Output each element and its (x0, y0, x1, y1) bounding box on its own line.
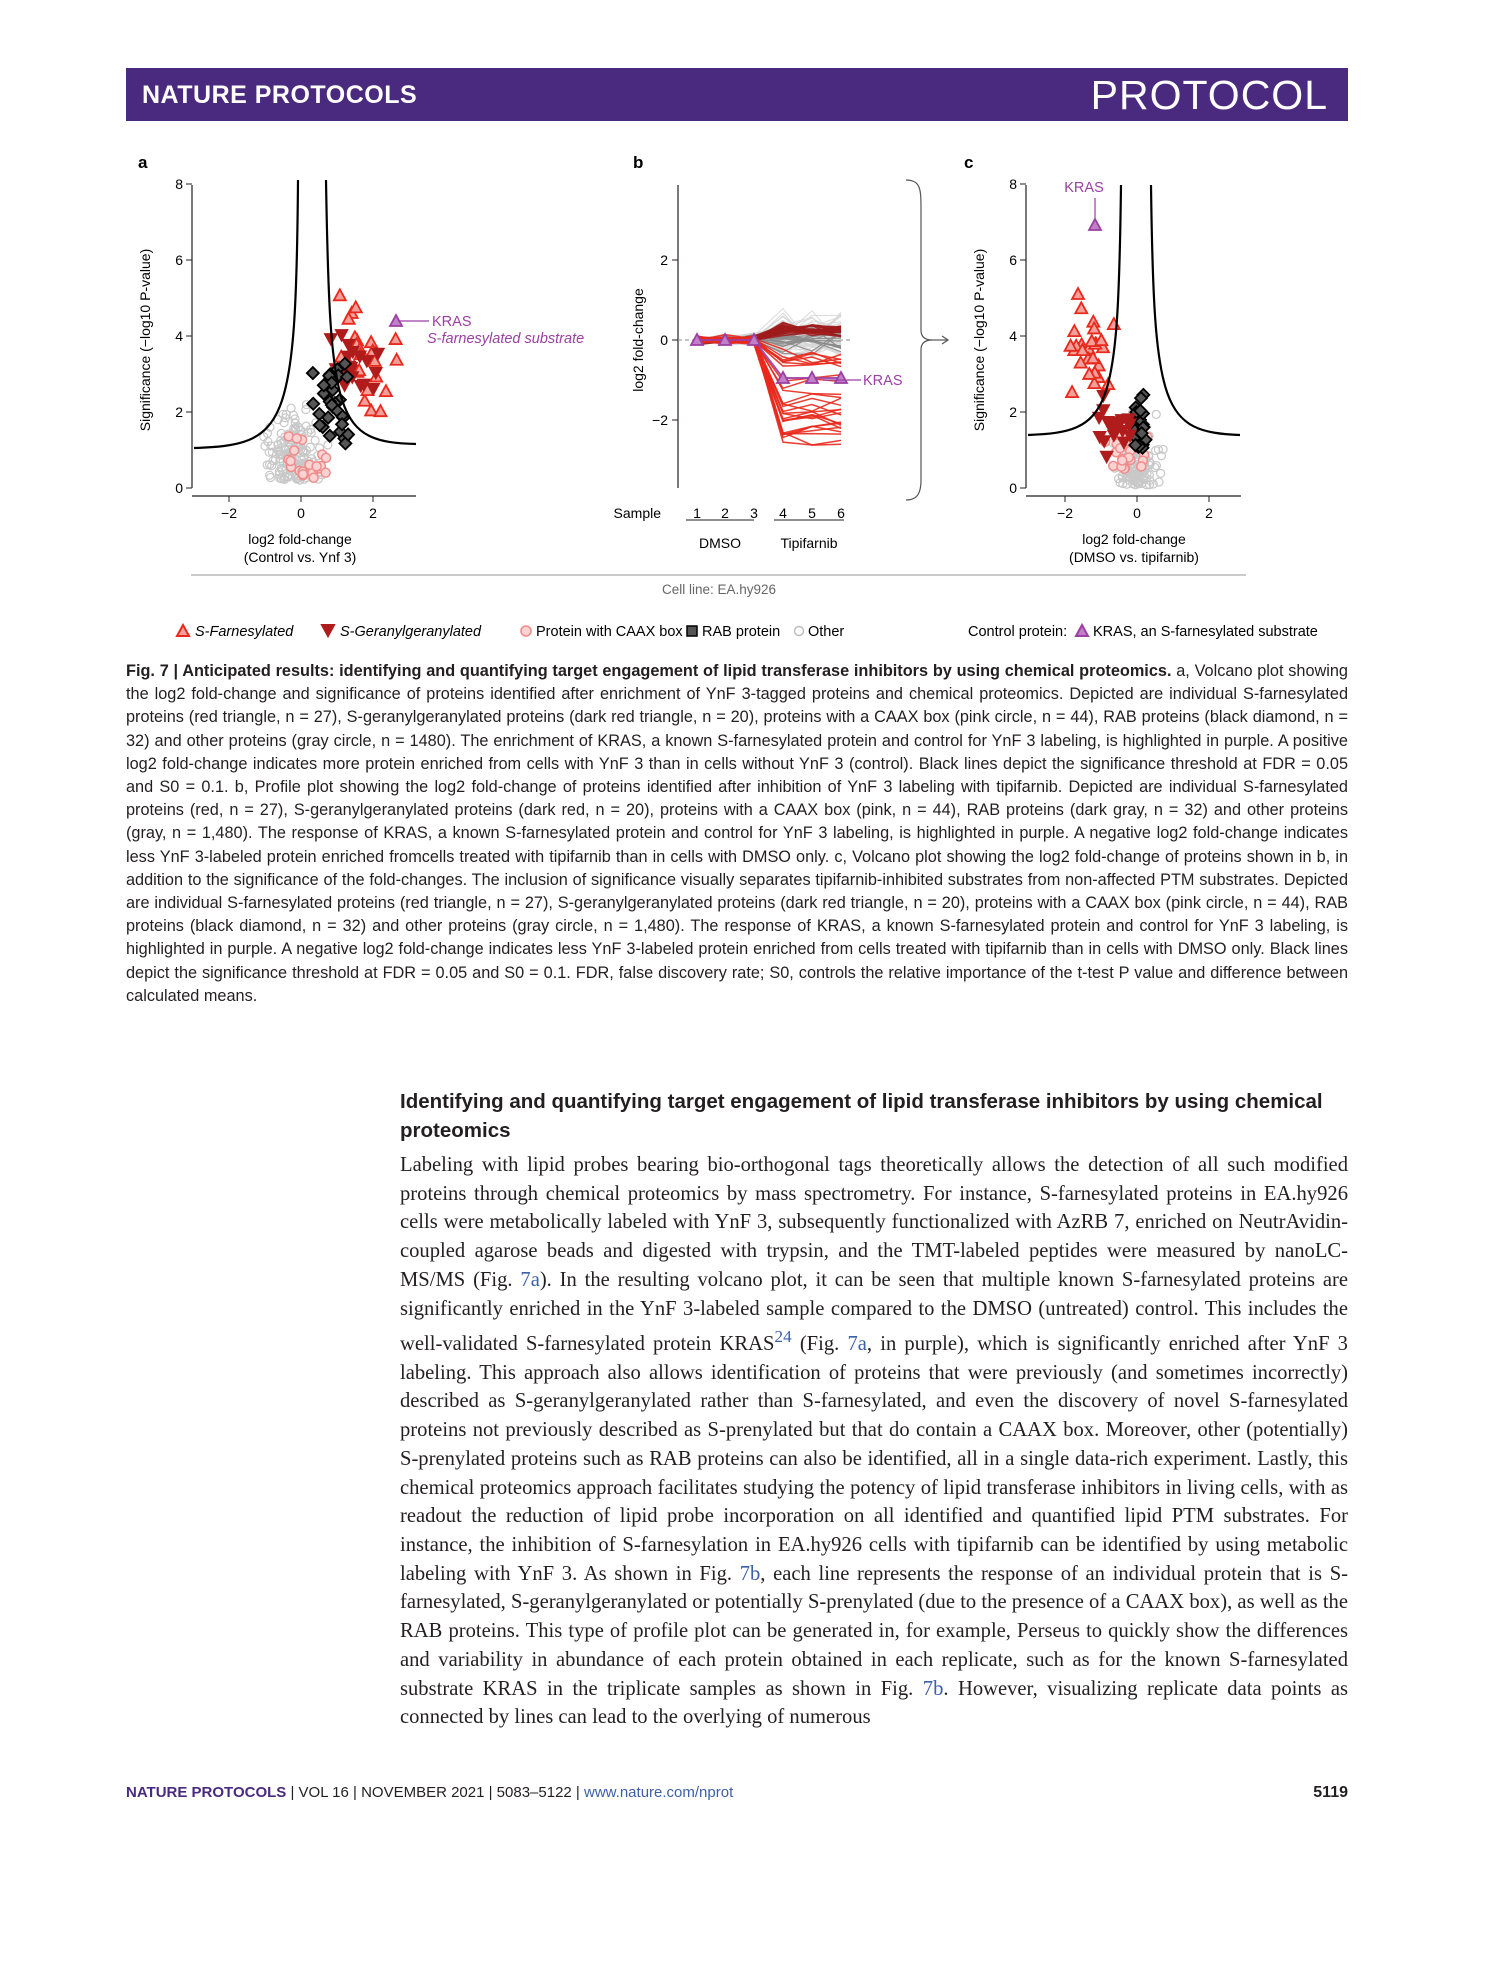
point-other (311, 436, 319, 444)
panel-b-ylabel: log2 fold-change (630, 288, 646, 392)
sample-tick-label: 5 (808, 505, 816, 521)
figure-7 (126, 150, 1348, 650)
point-caax (1118, 456, 1127, 465)
b-ytick-label: −2 (652, 412, 668, 428)
point-caax (309, 473, 318, 482)
sample-tick-label: 6 (837, 505, 845, 521)
a-ytick-label: 6 (175, 252, 183, 268)
fig-ref-7a-2[interactable]: 7a (847, 1333, 867, 1356)
a-ytick-label: 8 (175, 176, 183, 192)
point-rab (307, 367, 319, 379)
footer-journal: NATURE PROTOCOLS (126, 1784, 287, 1801)
citation-24[interactable]: 24 (774, 1327, 792, 1347)
footer-url[interactable]: www.nature.com/nprot (584, 1784, 734, 1801)
point-other (1152, 410, 1160, 418)
figure-caption (126, 660, 1348, 1008)
point-other (1154, 446, 1162, 454)
panel-a-xlabel2: (Control vs. Ynf 3) (243, 549, 357, 565)
panel-c (964, 153, 1241, 565)
point-farnesylated (1068, 325, 1080, 336)
page-header (126, 68, 1348, 121)
point-farnesylated (365, 336, 377, 347)
panel-c-label: c (964, 153, 974, 172)
panel-c-xlabel: log2 fold-change (1082, 531, 1186, 547)
point-farnesylated (1066, 386, 1078, 397)
section-label: PROTOCOL (1090, 72, 1328, 118)
sample-tick-label: 4 (779, 505, 787, 521)
a-xtick-label: 2 (369, 505, 377, 521)
c-ytick-label: 0 (1009, 480, 1017, 496)
section-heading: Identifying and quantifying target engagement of lipid transferase inhibitors by using chemical proteomics (400, 1090, 1323, 1142)
panel-c-yticks (1009, 176, 1026, 496)
panel-b-sample-label: Sample (613, 505, 661, 521)
a-ytick-label: 4 (175, 328, 183, 344)
legend-geranylgeranylated: S-Geranylgeranylated (340, 624, 482, 640)
panel-b (614, 153, 948, 551)
legend-caax: Protein with CAAX box (536, 624, 683, 640)
legend-kras-icon (1076, 625, 1088, 636)
panel-b-samples (693, 505, 845, 521)
panel-c-xticks (1057, 496, 1213, 521)
point-kras (1089, 219, 1101, 230)
point-other (302, 406, 310, 414)
c-ytick-label: 4 (1009, 328, 1017, 344)
sample-tick-label: 3 (750, 505, 758, 521)
panel-b-group2: Tipifarnib (780, 535, 838, 551)
fig-ref-7b-2[interactable]: 7b (922, 1677, 944, 1700)
panel-a-xlabel: log2 fold-change (248, 531, 352, 547)
point-caax (312, 462, 321, 471)
sample-tick-label: 2 (721, 505, 729, 521)
panel-b-lines (691, 309, 847, 446)
a-ytick-label: 0 (175, 480, 183, 496)
page-footer (126, 1784, 1348, 1801)
point-caax (298, 470, 307, 479)
c-xtick-label: 0 (1133, 505, 1141, 521)
a-xtick-label: 0 (297, 505, 305, 521)
c-xtick-label: −2 (1057, 505, 1073, 521)
c-ytick-label: 6 (1009, 252, 1017, 268)
fig-ref-7a-1[interactable]: 7a (520, 1268, 540, 1291)
panel-c-xlabel2: (DMSO vs. tipifarnib) (1069, 549, 1199, 565)
legend-rab: RAB protein (702, 624, 781, 640)
legend-farnesylated: S-Farnesylated (195, 624, 294, 640)
legend-caax-icon (521, 626, 531, 636)
point-caax (286, 457, 295, 466)
article-paragraph: Labeling with lipid probes bearing bio-orthogonal tags theoretically allows the detection of all such modified proteins through chemical proteomics by mass spectrometry. For instance, S-farnesylated proteins in EA.hy926 cells were metabolically labeled with YnF 3, subsequently functionalized with AzRB 7, enriched on NeutrAvidin-coupled agarose beads and digested with trypsin, and the TMT-labeled peptides were measured by nanoLC-MS/MS (Fig. 7a). In the resulting volcano plot, it can be seen that multiple known S-farnesylated proteins are significantly enriched in the YnF 3-labeled sample compared to the DMSO (untreated) control. This includes the well-validated S-farnesylated protein KRAS$^{24}$ (Fig. 7a, in purple), which is significantly enriched after YnF 3 labeling. This approach also allows identification of proteins that were previously (and sometimes incorrectly) described as S-geranylgeranylated rather than S-farnesylated, and even the discovery of novel S-farnesylated proteins not previously described as S-prenylated but that do contain a CAAX box. Moreover, other (potentially) S-prenylated proteins such as RAB proteins can also be identified, all in a single data-rich experiment. Lastly, this chemical proteomics approach facilitates studying the potency of lipid transferase inhibitors in living cells, with as readout the reduction of lipid probe incorporation on all identified and quantified lipid PTM substrates. For instance, the inhibition of S-farnesylation in EA.hy926 cells with tipifarnib can be identified by using metabolic labeling with YnF 3. As shown in Fig. 7b, each line represents the response of an individual protein that is S-farnesylated, S-geranylgeranylated or potentially S-prenylated (due to the presence of a CAAX box), as well as the RAB proteins. This type of profile plot can be generated in, for example, Perseus to quickly show the differences and variability in abundance of each protein obtained in each replicate, such as for the known S-farnesylated substrate KRAS in the triplicate samples as shown in Fig. 7b. However, visualizing replicate data points as connected by lines can lead to the overlying of numerous (400, 1154, 1348, 1729)
panel-a-ylabel: Significance (−log10 P-value) (137, 248, 153, 432)
point-caax (321, 468, 330, 477)
panel-b-kras-label: KRAS (863, 373, 903, 389)
panel-a-kras-label: KRAS (432, 314, 472, 330)
page-number: 5119 (1313, 1784, 1348, 1801)
legend-rab-icon (687, 626, 697, 636)
legend-farnesylated-icon (177, 625, 189, 636)
point-farnesylated (391, 354, 403, 365)
legend-other: Other (808, 624, 845, 640)
legend-control-desc: KRAS, an S-farnesylated substrate (1093, 624, 1318, 640)
point-farnesylated (1075, 302, 1087, 313)
panel-a (137, 153, 584, 565)
panel-b-group1: DMSO (699, 535, 741, 551)
point-geranylgeranylated (1101, 452, 1113, 463)
article-section (400, 1087, 1348, 1732)
panel-a-label: a (138, 153, 148, 172)
panel-c-kras-label: KRAS (1064, 180, 1104, 196)
point-caax (1137, 462, 1146, 471)
c-ytick-label: 8 (1009, 176, 1017, 192)
point-farnesylated (390, 333, 402, 344)
legend-other-icon (795, 627, 804, 636)
point-farnesylated (334, 289, 346, 300)
a-ytick-label: 2 (175, 404, 183, 420)
legend-geranylgeranylated-icon (322, 625, 334, 636)
figure-7-svg (126, 150, 1348, 650)
point-caax (322, 453, 331, 462)
point-farnesylated (1072, 288, 1084, 299)
point-other (1157, 469, 1165, 477)
panel-b-yticks (652, 252, 678, 428)
panel-b-label: b (633, 153, 644, 172)
fig-ref-7b-1[interactable]: 7b (739, 1562, 761, 1585)
c-ytick-label: 2 (1009, 404, 1017, 420)
caption-text: a, Volcano plot showing the log2 fold-change and significance of proteins identified after enrichment of YnF 3-tagged proteins and chemical proteomics. Depicted are individual S-farnesylated proteins (red triangle, n = 27), S-geranylgeranylated proteins (dark red triangle, n = 20), proteins with a CAAX box (pink circle, n = 44), RAB proteins (black diamond, n = 32) and other proteins (gray circle, n = 1480). The enrichment of KRAS, a known S-farnesylated protein and control for YnF 3 labeling, is highlighted in purple. A positive log2 fold-change indicates more protein enriched from cells with YnF 3 than in cells without YnF 3 (control). Black lines depict the significance threshold at FDR = 0.05 and S0 = 0.1. b, Profile plot showing the log2 fold-change of proteins identified after inhibition of YnF 3 labeling with tipifarnib. Depicted are individual S-farnesylated proteins (red, n = 27), S-geranylgeranylated proteins (dark red, n = 20), proteins with a CAAX box (pink, n = 44), RAB proteins (dark gray, n = 32) and other proteins (gray, n = 1,480). The response of KRAS, a known S-farnesylated protein and control for YnF 3 labeling, is highlighted in purple. A negative log2 fold-change indicates less YnF 3-labeled protein enriched fromcells treated with tipifarnib than in cells with DMSO only. c, Volcano plot showing the log2 fold-change of proteins shown in b, in addition to the significance of the fold-changes. The inclusion of significance visually separates tipifarnib-inhibited substrates from non-affected PTM substrates. Depicted are individual S-farnesylated proteins (red triangle, n = 27), S-geranylgeranylated proteins (dark red triangle, n = 20), proteins with a CAAX box (pink circle, n = 44), RAB proteins (black diamond, n = 32) and other proteins (gray circle, n = 1,480). The response of KRAS, a known S-farnesylated protein and control for YnF 3 labeling, is highlighted in purple. A negative log2 fold-change indicates less YnF 3-labeled protein enriched from cells treated with tipifarnib than in cells with DMSO only. Black lines depict the significance threshold at FDR = 0.05 and S0 = 0.1. FDR, false discovery rate; S0, controls the relative importance of the t-test P value and difference between calculated means. (126, 662, 1348, 1005)
cell-line-label: Cell line: EA.hy926 (661, 582, 777, 597)
c-xtick-label: 2 (1205, 505, 1213, 521)
journal-name: NATURE PROTOCOLS (142, 81, 418, 109)
panel-c-ylabel: Significance (−log10 P-value) (971, 248, 987, 432)
caption-label: Fig. 7 | Anticipated results: identifying and quantifying target engagement of lipid transferase inhibitors by using chemical proteomics. (126, 662, 1172, 680)
b-ytick-label: 2 (660, 252, 668, 268)
legend (177, 624, 1318, 640)
point-farnesylated (1108, 318, 1120, 329)
panel-a-yticks (175, 176, 192, 496)
panel-a-kras-sub: S-farnesylated substrate (427, 331, 585, 347)
point-caax (292, 434, 301, 443)
point-farnesylated (375, 405, 387, 416)
sample-tick-label: 1 (693, 505, 701, 521)
b-ytick-label: 0 (660, 332, 668, 348)
point-farnesylated (359, 395, 371, 406)
point-caax (290, 446, 299, 455)
point-farnesylated (380, 385, 392, 396)
footer-meta: | VOL 16 | NOVEMBER 2021 | 5083–5122 | (286, 1784, 584, 1801)
panel-a-xticks (221, 496, 377, 521)
a-xtick-label: −2 (221, 505, 237, 521)
legend-control: Control protein: (968, 624, 1068, 640)
